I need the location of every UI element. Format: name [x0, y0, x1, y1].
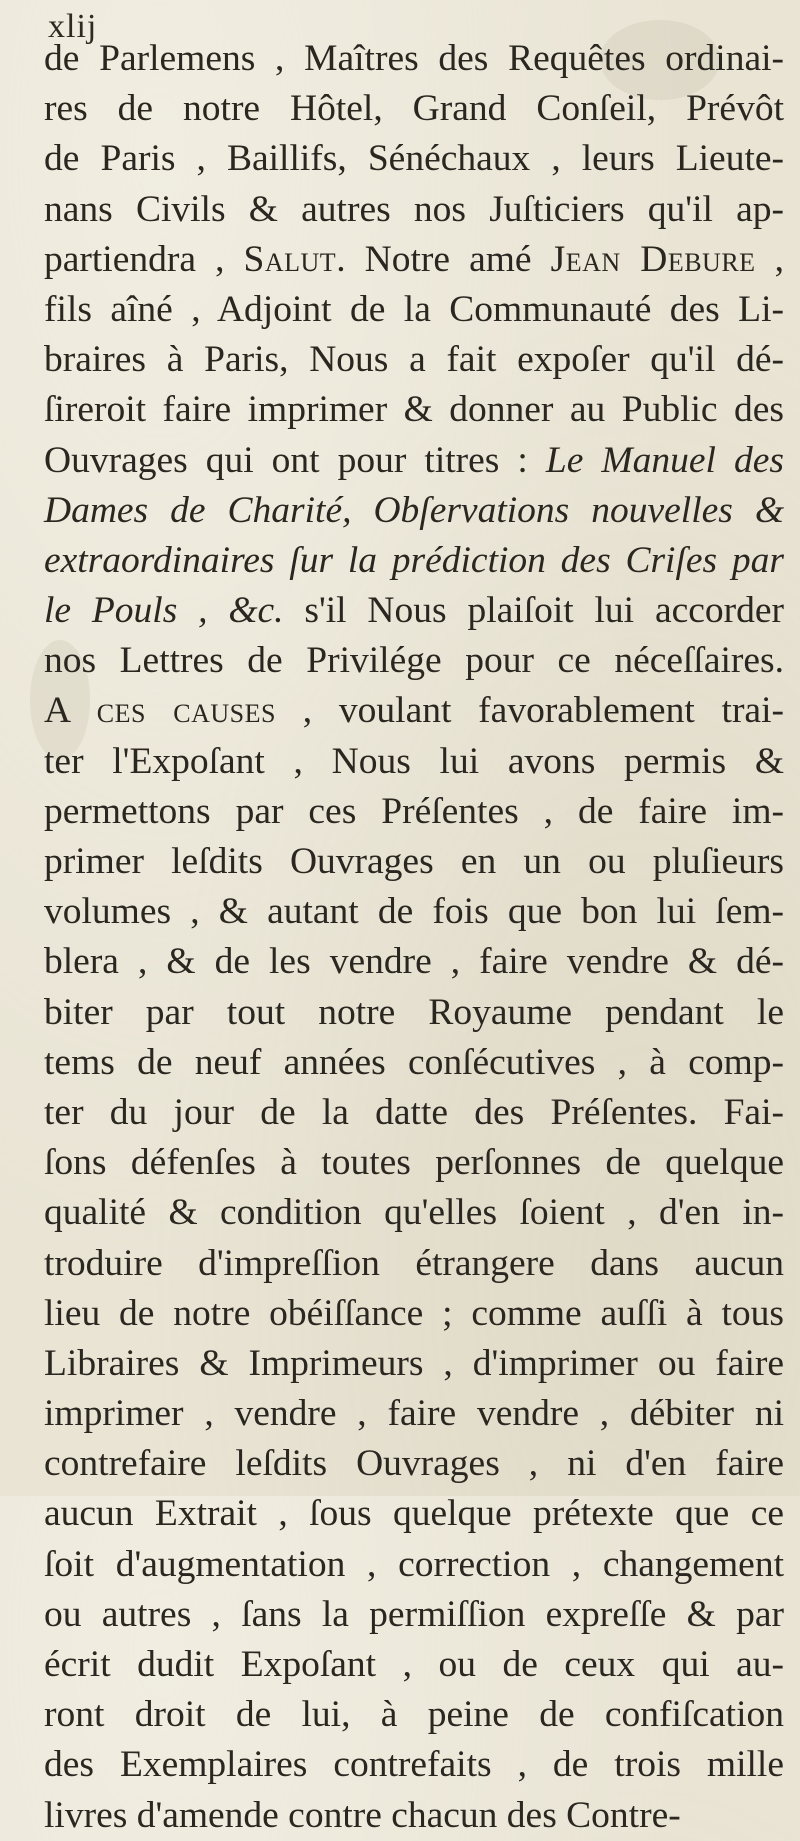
italic-text: extraordinaires ſur la prédiction des Criſes par — [44, 539, 784, 581]
text-line — [44, 1740, 784, 1790]
text-line — [44, 134, 784, 184]
text-run: permettons par ces Préſentes , de faire im- — [44, 790, 784, 832]
text-line — [44, 837, 784, 887]
small-caps-text: Jean Debure — [550, 238, 756, 280]
text-run: troduire d'impreſſion étrangere dans aucun — [44, 1242, 784, 1284]
text-line — [44, 937, 784, 987]
text-run: . Notre amé — [336, 238, 551, 280]
text-run: contrefaire leſdits Ouvrages , ni d'en faire — [44, 1443, 784, 1485]
text-run: ſons défenſes à toutes perſonnes de quelque — [44, 1142, 784, 1184]
small-caps-text: A ces causes — [44, 690, 276, 732]
text-run: livres d'amende contre chacun des Contre- — [44, 1794, 681, 1836]
text-run: ter du jour de la datte des Préſentes. Fai- — [44, 1091, 784, 1133]
text-run: imprimer , vendre , faire vendre , débiter ni — [44, 1393, 784, 1435]
text-run: fils aîné , Adjoint de la Communauté des Li- — [44, 288, 784, 330]
text-line — [44, 1138, 784, 1188]
text-line — [44, 385, 784, 435]
italic-text: Le Manuel des — [545, 439, 784, 481]
text-run: aucun Extrait , ſous quelque prétexte que ce — [44, 1493, 784, 1535]
text-run: res de notre Hôtel, Grand Conſeil, Prévôt — [44, 88, 784, 130]
text-run: des Exemplaires contrefaits , de trois mille — [44, 1744, 784, 1786]
text-line — [44, 1038, 784, 1088]
text-line — [44, 1439, 784, 1489]
text-run: Ouvrages qui ont pour titres : — [44, 439, 546, 481]
text-run: lieu de notre obéiſſance ; comme auſſi à tous — [44, 1292, 784, 1334]
text-line — [44, 84, 784, 134]
text-run: nos Lettres de Privilége pour ce néceſſaires. — [44, 640, 784, 682]
text-line — [44, 737, 784, 787]
text-line — [44, 285, 784, 335]
text-line — [44, 235, 784, 285]
page-folio: xlij — [48, 8, 98, 45]
italic-text: Dames de Charité, Obſervations nouvelles & — [44, 489, 784, 531]
text-line — [44, 34, 784, 84]
text-line — [44, 536, 784, 586]
text-line — [44, 1590, 784, 1640]
text-run: ſireroit faire imprimer & donner au Public des — [44, 389, 784, 431]
text-line — [44, 185, 784, 235]
body-text — [44, 34, 784, 1841]
text-run: ront droit de lui, à peine de confiſcation — [44, 1694, 784, 1736]
small-caps-text: Salut — [243, 238, 337, 280]
text-line — [44, 335, 784, 385]
text-line — [44, 1188, 784, 1238]
text-run: ou autres , ſans la permiſſion expreſſe & par — [44, 1593, 784, 1635]
italic-text: le Pouls , &c. — [44, 590, 284, 632]
text-run: Libraires & Imprimeurs , d'imprimer ou faire — [44, 1342, 784, 1384]
text-line — [44, 1489, 784, 1539]
text-run: volumes , & autant de fois que bon lui ſem- — [44, 891, 784, 933]
text-run: de Parlemens , Maîtres des Requêtes ordinai- — [44, 38, 784, 79]
text-line — [44, 1690, 784, 1740]
text-line — [44, 1540, 784, 1590]
text-line — [44, 686, 784, 736]
text-run: partiendra , — [44, 238, 244, 280]
text-line — [44, 436, 784, 486]
text-run: ſoit d'augmentation , correction , changement — [44, 1543, 784, 1585]
text-run: blera , & de les vendre , faire vendre & dé- — [44, 941, 784, 983]
text-line — [44, 1640, 784, 1690]
text-line — [44, 988, 784, 1038]
text-line — [44, 1791, 784, 1841]
text-line — [44, 787, 784, 837]
text-run: écrit dudit Expoſant , ou de ceux qui au- — [44, 1644, 784, 1685]
text-run: biter par tout notre Royaume pendant le — [44, 991, 784, 1033]
text-run: braires à Paris, Nous a fait expoſer qu'il dé- — [44, 339, 784, 381]
text-run: tems de neuf années conſécutives , à comp- — [44, 1041, 784, 1083]
text-run: qualité & condition qu'elles ſoient , d'en in- — [44, 1192, 784, 1234]
text-line — [44, 1289, 784, 1339]
text-run: s'il Nous plaiſoit lui accorder — [283, 590, 784, 632]
text-run: ter l'Expoſant , Nous lui avons permis & — [44, 740, 784, 782]
text-run: de Paris , Baillifs, Sénéchaux , leurs Lieute- — [44, 138, 784, 180]
text-run: nans Civils & autres nos Juſticiers qu'il ap- — [44, 188, 784, 230]
text-line — [44, 636, 784, 686]
text-line — [44, 1389, 784, 1439]
text-line — [44, 1239, 784, 1289]
text-line — [44, 586, 784, 636]
text-run: primer leſdits Ouvrages en un ou pluſieurs — [44, 841, 784, 882]
text-line — [44, 1088, 784, 1138]
text-line — [44, 1339, 784, 1389]
text-run: , voulant favorablement trai- — [275, 690, 784, 732]
text-line — [44, 887, 784, 937]
text-line — [44, 486, 784, 536]
text-run: , — [755, 238, 784, 280]
